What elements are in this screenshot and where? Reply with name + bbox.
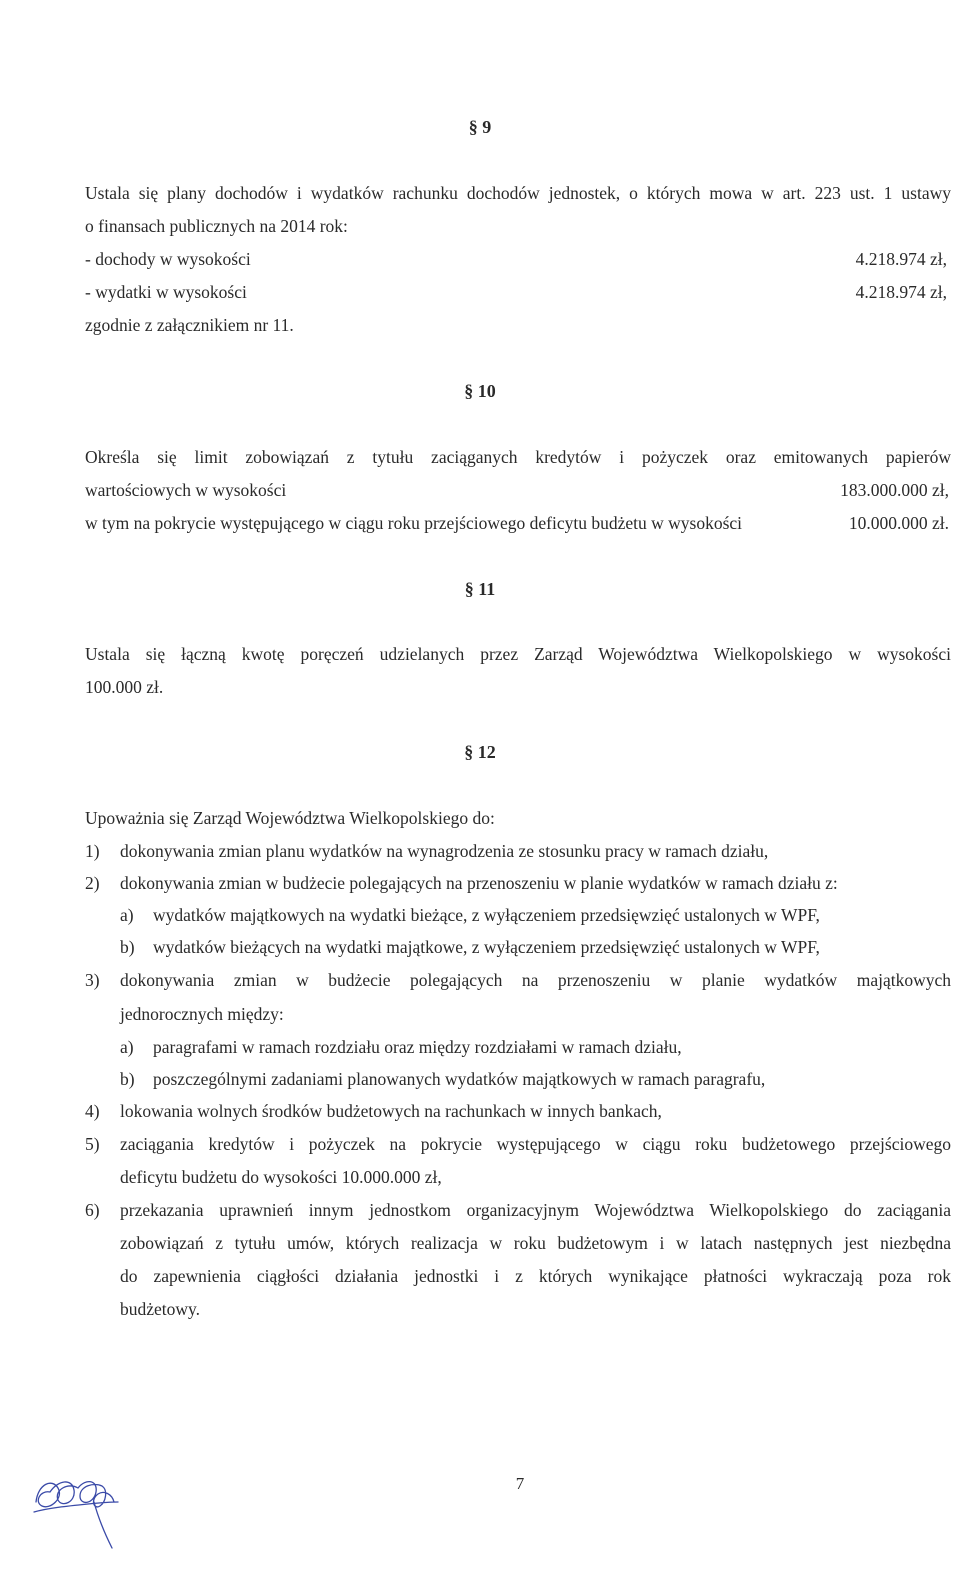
signature-icon: [28, 1462, 128, 1552]
item-3-number: 3): [85, 970, 100, 990]
item-2-number: 2): [85, 873, 100, 893]
item-5-line-1: zaciągania kredytów i pożyczek na pokrycie występującego w ciągu roku budżetowego przejściowego: [120, 1134, 951, 1154]
section-9-line-2: o finansach publicznych na 2014 rok:: [85, 216, 348, 236]
item-4-text: lokowania wolnych środków budżetowych na rachunkach w innych bankach,: [120, 1101, 662, 1121]
item-3a-letter: a): [120, 1037, 134, 1057]
item-6-number: 6): [85, 1200, 100, 1220]
income-label: - dochody w wysokości: [85, 249, 251, 269]
item-5-number: 5): [85, 1134, 100, 1154]
item-2b-text: wydatków bieżących na wydatki majątkowe, z wyłączeniem przedsięwzięć ustalonych w WPF,: [153, 937, 820, 957]
item-2a-letter: a): [120, 905, 134, 925]
item-2-text: dokonywania zmian w budżecie polegających na przenoszeniu w planie wydatków w ramach działu z:: [120, 873, 838, 893]
section-10-line-1: Określa się limit zobowiązań z tytułu zaciąganych kredytów i pożyczek oraz emitowanych papierów: [85, 447, 951, 467]
item-4-number: 4): [85, 1101, 100, 1121]
item-3-line-1: dokonywania zmian w budżecie polegających na przenoszeniu w planie wydatków majątkowych: [120, 970, 951, 990]
expense-label: - wydatki w wysokości: [85, 282, 247, 302]
section-11-line-1: Ustala się łączną kwotę poręczeń udzielanych przez Zarząd Województwa Wielkopolskiego w wysokości: [85, 644, 951, 664]
section-10-line-2-label: wartościowych w wysokości: [85, 480, 287, 500]
item-1-number: 1): [85, 841, 100, 861]
section-10-heading: § 10: [464, 381, 496, 401]
item-3a-text: paragrafami w ramach rozdziału oraz między rozdziałami w ramach działu,: [153, 1037, 682, 1057]
item-6-line-3: do zapewnienia ciągłości działania jednostki i z których wynikające płatności wykraczają poza rok: [120, 1266, 951, 1286]
section-11-heading: § 11: [464, 579, 496, 599]
item-2a-text: wydatków majątkowych na wydatki bieżące, z wyłączeniem przedsięwzięć ustalonych w WPF,: [153, 905, 820, 925]
income-amount: 4.218.974 zł,: [855, 249, 947, 269]
deficit-amount: 10.000.000 zł.: [848, 513, 949, 533]
page-number: 7: [515, 1474, 525, 1493]
item-5-line-2: deficytu budżetu do wysokości 10.000.000 zł,: [120, 1167, 442, 1187]
item-3b-text: poszczególnymi zadaniami planowanych wydatków majątkowych w ramach paragrafu,: [153, 1069, 766, 1089]
section-12-heading: § 12: [464, 742, 496, 762]
limit-amount: 183.000.000 zł,: [840, 480, 949, 500]
item-6-line-1: przekazania uprawnień innym jednostkom organizacyjnym Województwa Wielkopolskiego do zaciągania: [120, 1200, 951, 1220]
section-12-intro: Upoważnia się Zarząd Województwa Wielkopolskiego do:: [85, 808, 495, 828]
section-9-line-end: zgodnie z załącznikiem nr 11.: [85, 315, 294, 335]
item-3-line-2: jednorocznych między:: [120, 1004, 284, 1024]
item-6-line-4: budżetowy.: [120, 1299, 201, 1319]
expense-amount: 4.218.974 zł,: [855, 282, 947, 302]
section-9-heading: § 9: [468, 117, 492, 137]
item-3b-letter: b): [120, 1069, 135, 1089]
section-10-line-3-label: w tym na pokrycie występującego w ciągu roku przejściowego deficytu budżetu w wysokości: [85, 513, 743, 533]
item-2b-letter: b): [120, 937, 135, 957]
item-6-line-2: zobowiązań z tytułu umów, których realizacja w roku budżetowym i w latach następnych jest niezbędna: [120, 1233, 951, 1253]
section-9-line-1: Ustala się plany dochodów i wydatków rachunku dochodów jednostek, o których mowa w art. 223 ust. 1 ustawy: [85, 183, 951, 203]
item-1-text: dokonywania zmian planu wydatków na wynagrodzenia ze stosunku pracy w ramach działu,: [120, 841, 769, 861]
section-11-line-2: 100.000 zł.: [85, 677, 164, 697]
